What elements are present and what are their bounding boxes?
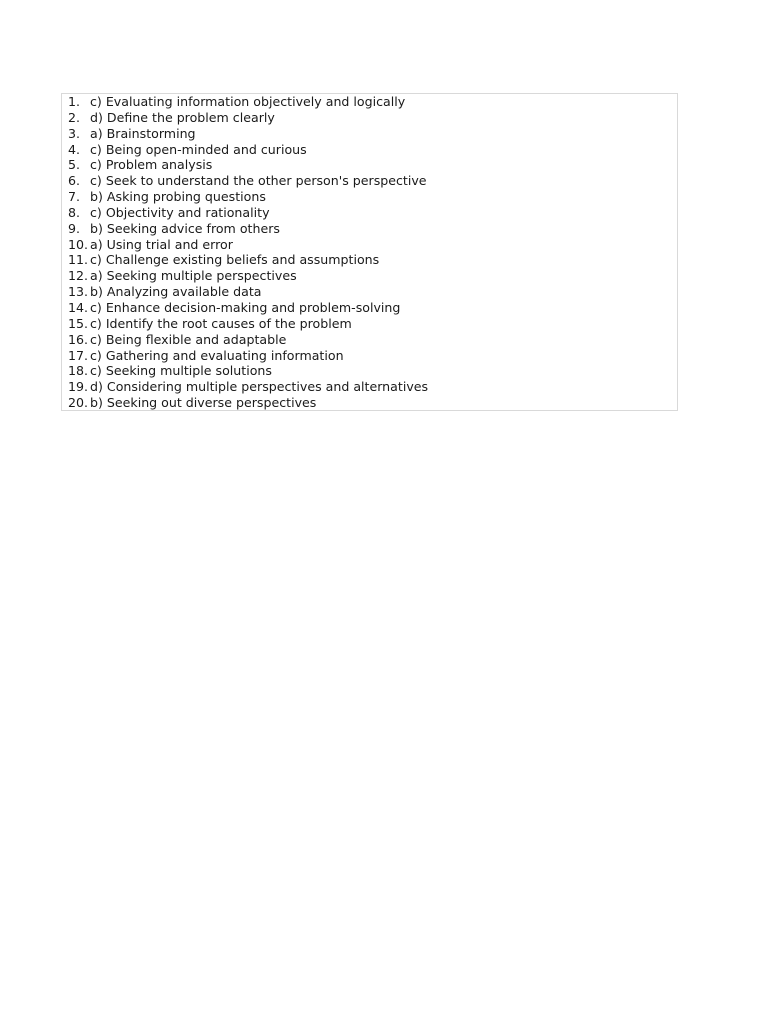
answer-item bbox=[68, 284, 677, 300]
answer-item bbox=[68, 173, 677, 189]
answer-text: d) Considering multiple perspectives and alternatives bbox=[90, 379, 429, 395]
answer-item bbox=[68, 316, 677, 332]
answer-number: 20. bbox=[68, 395, 89, 411]
answer-item bbox=[68, 332, 677, 348]
answer-list bbox=[68, 94, 677, 411]
answer-number: 1. bbox=[68, 94, 81, 109]
answer-item bbox=[68, 300, 677, 316]
answer-text: c) Enhance decision-making and problem-solving bbox=[90, 299, 401, 315]
answer-text: a) Using trial and error bbox=[90, 236, 233, 252]
answer-text: c) Seek to understand the other person's perspective bbox=[90, 173, 427, 189]
answer-number: 3. bbox=[68, 125, 81, 141]
answer-number: 8. bbox=[68, 204, 81, 220]
answer-item bbox=[68, 395, 677, 411]
answer-text: a) Brainstorming bbox=[90, 125, 196, 141]
answer-item bbox=[68, 189, 677, 205]
answer-text: b) Seeking out diverse perspectives bbox=[90, 395, 317, 411]
answer-item bbox=[68, 126, 677, 142]
answer-text: d) Define the problem clearly bbox=[90, 109, 275, 125]
answer-number: 15. bbox=[68, 315, 89, 331]
answer-item bbox=[68, 157, 677, 173]
answer-number: 17. bbox=[68, 347, 89, 363]
answer-key-box bbox=[61, 93, 678, 411]
answer-text: b) Seeking advice from others bbox=[90, 220, 280, 236]
answer-item bbox=[68, 379, 677, 395]
answer-item bbox=[68, 348, 677, 364]
answer-text: c) Seeking multiple solutions bbox=[90, 363, 272, 379]
answer-number: 5. bbox=[68, 157, 81, 173]
answer-text: c) Gathering and evaluating information bbox=[90, 347, 344, 363]
answer-text: c) Objectivity and rationality bbox=[90, 204, 270, 220]
answer-number: 4. bbox=[68, 141, 81, 157]
answer-number: 12. bbox=[68, 268, 89, 284]
answer-text: c) Evaluating information objectively and logically bbox=[90, 94, 406, 109]
answer-number: 14. bbox=[68, 299, 89, 315]
answer-item bbox=[68, 268, 677, 284]
answer-text: c) Challenge existing beliefs and assumptions bbox=[90, 252, 380, 268]
answer-text: b) Asking probing questions bbox=[90, 189, 266, 205]
answer-item bbox=[68, 363, 677, 379]
answer-text: b) Analyzing available data bbox=[90, 284, 262, 300]
answer-item bbox=[68, 237, 677, 253]
answer-text: a) Seeking multiple perspectives bbox=[90, 268, 297, 284]
answer-number: 19. bbox=[68, 379, 89, 395]
answer-number: 16. bbox=[68, 331, 89, 347]
answer-item bbox=[68, 205, 677, 221]
answer-number: 2. bbox=[68, 109, 81, 125]
answer-number: 7. bbox=[68, 189, 81, 205]
answer-item bbox=[68, 252, 677, 268]
answer-number: 11. bbox=[68, 252, 89, 268]
answer-number: 9. bbox=[68, 220, 81, 236]
answer-text: c) Being flexible and adaptable bbox=[90, 331, 287, 347]
answer-item bbox=[68, 94, 677, 110]
answer-item bbox=[68, 221, 677, 237]
answer-number: 6. bbox=[68, 173, 81, 189]
answer-text: c) Being open-minded and curious bbox=[90, 141, 307, 157]
answer-text: c) Identify the root causes of the problem bbox=[90, 315, 352, 331]
answer-item bbox=[68, 142, 677, 158]
answer-text: c) Problem analysis bbox=[90, 157, 213, 173]
answer-number: 10. bbox=[68, 236, 89, 252]
answer-number: 18. bbox=[68, 363, 89, 379]
answer-item bbox=[68, 110, 677, 126]
answer-number: 13. bbox=[68, 284, 89, 300]
